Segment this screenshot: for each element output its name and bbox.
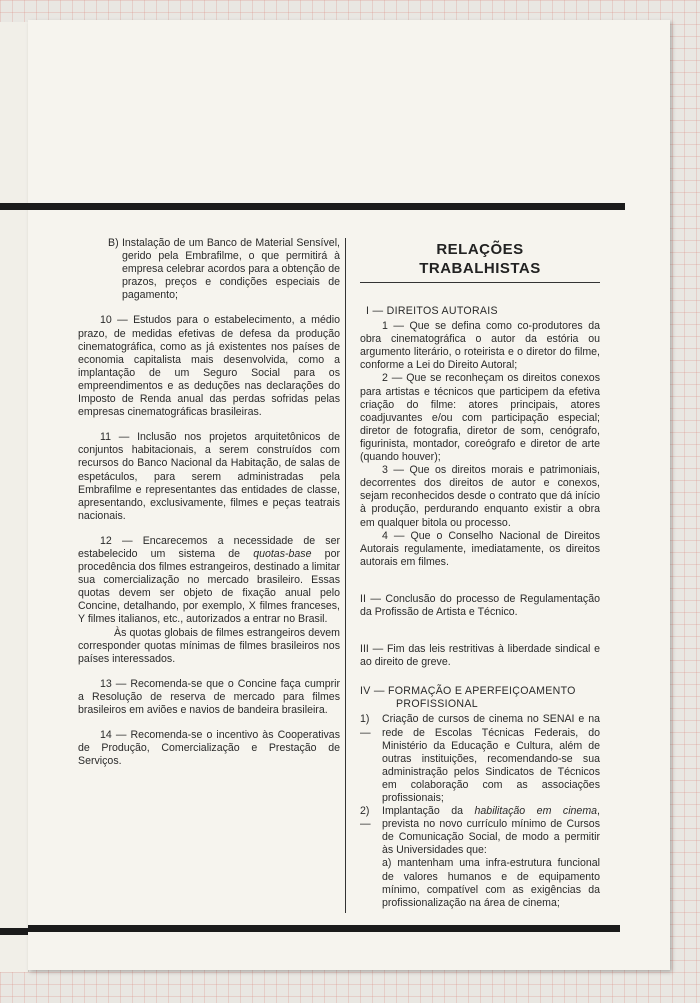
bottom-band-facing xyxy=(0,928,28,935)
section-1-item-2: 2 — Que se reconheçam os direitos conexos para artistas e técnicos que participem da efetiva criação do filme: atores principais, atores coadjuvantes e/ou com participação especial; diretor de fotografia, diretor de som, cenógrafo, figurinista, montador, coreógrafo e diretor de arte (quando houver); xyxy=(360,372,600,464)
section-title: RELAÇÕES TRABALHISTAS xyxy=(419,241,541,277)
item-10: 10 — Estudos para o estabelecimento, a médio prazo, de medidas efetivas de defesa da produção cinematográfica, como as já existentes nos países de economia capitalista mais desenvolvida, como a implantação de um Seguro Social para os empreendimentos e as deduções nas declarações do Imposto de Renda anual das perdas sofridas pelas empresas cinematográficas brasileiras. xyxy=(78,314,340,419)
section-4-item-2a: a) mantenham uma infra-estrutura funcional de valores humanos e de equipamento mínimo, compatível com as exigências da profissionalização na área de cinema; xyxy=(382,857,600,909)
column-divider xyxy=(345,238,346,913)
section-4-item-2: 2) — Implantação da habilitação em cinema, prevista no novo currículo mínimo de Cursos de Comunicação Social, de modo a permitir às Universidades que: xyxy=(360,805,600,857)
section-4-item-1: 1) — Criação de cursos de cinema no SENAI e na rede de Escolas Técnicas Federais, do Ministério da Educação e Cultura, além de outras instituições, recomendando-se sua administração pelos Sindicatos de Técnicos em colaboração com as associações profissionais; xyxy=(360,713,600,804)
left-column xyxy=(78,237,340,780)
item-b: B) Instalação de um Banco de Material Sensível, gerido pela Embrafilme, o que permitirá à empresa celebrar acordos para a obtenção de prazos, preços e condições especiais de pagamento; xyxy=(108,237,340,302)
section-1-heading: I — DIREITOS AUTORAIS xyxy=(366,305,498,317)
item-13: 13 — Recomenda-se que o Concine faça cumprir a Resolução de reserva de mercado para filmes brasileiros em aviões e navios de bandeira brasileira. xyxy=(78,677,340,716)
item-14: 14 — Recomenda-se o incentivo às Cooperativas de Produção, Comercialização e Prestação de Serviços. xyxy=(78,729,340,768)
item-12-continuation: Às quotas globais de filmes estrangeiros devem corresponder quotas mínimas de filmes brasileiros nos países interessados. xyxy=(78,626,340,665)
title-rule xyxy=(360,282,600,283)
top-band-facing xyxy=(0,203,28,210)
section-1-item-1: 1 — Que se defina como co-produtores da obra cinematográfica o autor da estória ou argumento literário, o roteirista e o diretor do filme, conforme a Lei do Direito Autoral; xyxy=(360,320,600,372)
section-1-item-4: 4 — Que o Conselho Nacional de Direitos Autorais regulamente, imediatamente, os direitos autorais em filmes. xyxy=(360,529,600,568)
section-3: III — Fim das leis restritivas à liberdade sindical e ao direito de greve. xyxy=(360,643,600,669)
facing-page-edge xyxy=(0,22,29,972)
section-1-item-3: 3 — Que os direitos morais e patrimoniais, decorrentes dos direitos de autor e conexos, sejam reconhecidos desde o contrato que dá início à produção, perdurando enquanto existir a obra em qualquer bitola ou processo. xyxy=(360,464,600,529)
bottom-band xyxy=(28,925,620,932)
item-11: 11 — Inclusão nos projetos arquitetônicos de conjuntos habitacionais, a serem construídos com recursos do Banco Nacional da Habitação, de salas de espetáculos, para serem administradas pela Embrafilme e representantes das entidades de classe, apresentando, exclusivamente, filmes e peças teatrais nacionais. xyxy=(78,431,340,522)
item-12: 12 — Encarecemos a necessidade de ser estabelecido um sistema de quotas-base por procedência dos filmes estrangeiros, destinado a limitar sua comercialização no mercado brasileiro. Essas quotas devem ser objeto de fixação anual pelo Concine, detalhando, por exemplo, X filmes franceses, Y filmes italianos, etc., autorizados a entrar no Brasil. xyxy=(78,534,340,626)
section-2: II — Conclusão do processo de Regulamentação da Profissão de Artista e Técnico. xyxy=(360,592,600,618)
right-column xyxy=(360,240,600,910)
section-4-heading: IV — FORMAÇÃO E APERFEIÇOAMENTO PROFISSIONAL xyxy=(360,685,576,711)
top-band xyxy=(28,203,625,210)
